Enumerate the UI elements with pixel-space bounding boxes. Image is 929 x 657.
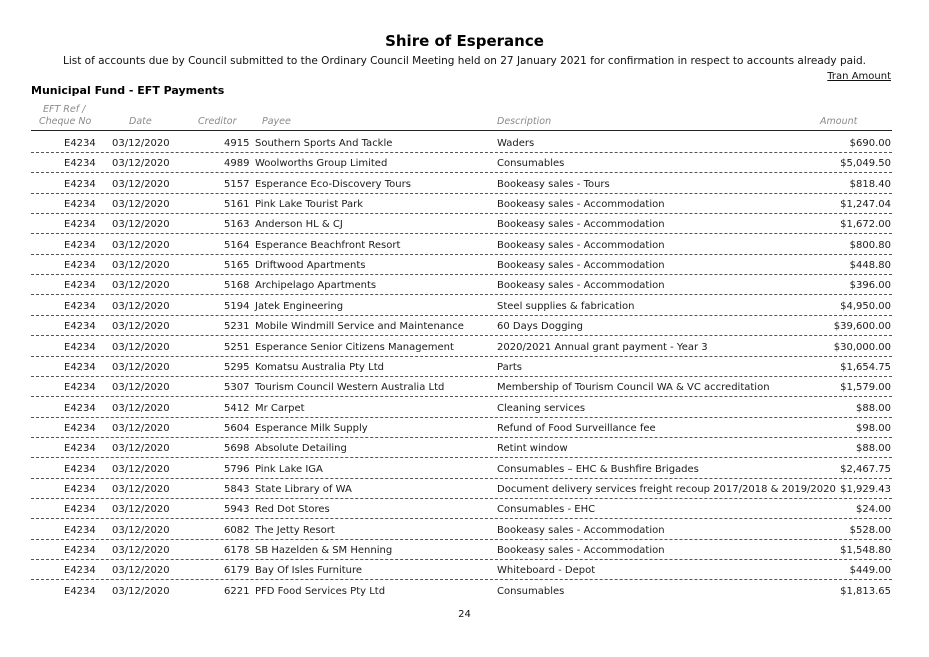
cell-creditor: 5412 xyxy=(224,402,250,414)
cell-description: Bookeasy sales - Accommodation xyxy=(497,239,665,251)
cell-description: Bookeasy sales - Accommodation xyxy=(497,545,665,556)
table-row xyxy=(31,255,892,275)
column-header-creditor: Creditor xyxy=(198,116,237,127)
cell-amount: $1,548.80 xyxy=(840,545,891,556)
cell-description: Parts xyxy=(497,361,522,373)
cell-date: 03/12/2020 xyxy=(112,239,170,251)
table-row xyxy=(31,479,892,499)
cell-payee: Southern Sports And Tackle xyxy=(255,138,393,149)
cell-payee: Mr Carpet xyxy=(255,402,305,414)
cell-date: 03/12/2020 xyxy=(112,524,170,536)
cell-ref: E4234 xyxy=(64,341,96,353)
table-row xyxy=(31,296,892,316)
cell-ref: E4234 xyxy=(64,504,96,516)
cell-amount: $1,929.43 xyxy=(840,483,891,495)
cell-date: 03/12/2020 xyxy=(112,138,170,149)
cell-amount: $24.00 xyxy=(856,504,891,516)
column-header-date: Date xyxy=(129,116,152,127)
cell-date: 03/12/2020 xyxy=(112,443,170,455)
cell-payee: Jatek Engineering xyxy=(255,300,344,312)
cell-amount: $449.00 xyxy=(849,565,891,577)
cell-amount: $818.40 xyxy=(849,178,891,190)
cell-ref: E4234 xyxy=(64,524,96,536)
cell-payee: Pink Lake Tourist Park xyxy=(255,199,364,211)
table-row xyxy=(31,438,892,458)
column-header-ref-line1: EFT Ref / xyxy=(43,104,86,115)
table-row xyxy=(31,540,892,560)
cell-ref: E4234 xyxy=(64,565,96,577)
section-title: Municipal Fund - EFT Payments xyxy=(31,84,225,97)
cell-date: 03/12/2020 xyxy=(112,463,170,475)
cell-description: Bookeasy sales - Accommodation xyxy=(497,219,665,231)
table-row xyxy=(31,357,892,377)
cell-creditor: 5163 xyxy=(224,219,250,231)
cell-date: 03/12/2020 xyxy=(112,321,170,333)
column-header-ref-line2: Cheque No xyxy=(39,116,92,127)
cell-description: Whiteboard - Depot xyxy=(497,565,596,577)
cell-date: 03/12/2020 xyxy=(112,361,170,373)
cell-payee: Mobile Windmill Service and Maintenance xyxy=(255,321,464,333)
cell-payee: Anderson HL & CJ xyxy=(255,219,343,231)
cell-amount: $4,950.00 xyxy=(840,300,891,312)
cell-ref: E4234 xyxy=(64,545,96,556)
column-header-description: Description xyxy=(497,116,552,127)
cell-date: 03/12/2020 xyxy=(112,199,170,211)
cell-amount: $2,467.75 xyxy=(840,463,891,475)
page-title: Shire of Esperance xyxy=(385,32,544,50)
table-row xyxy=(31,174,892,194)
cell-ref: E4234 xyxy=(64,382,96,394)
cell-description: Retint window xyxy=(497,443,568,455)
cell-amount: $98.00 xyxy=(856,422,891,434)
cell-description: Bookeasy sales - Accommodation xyxy=(497,199,665,211)
cell-amount: $88.00 xyxy=(856,443,891,455)
cell-amount: $528.00 xyxy=(849,524,891,536)
cell-description: Consumables - EHC xyxy=(497,504,596,516)
table-row xyxy=(31,153,892,173)
cell-date: 03/12/2020 xyxy=(112,382,170,394)
cell-creditor: 5231 xyxy=(224,321,250,333)
cell-ref: E4234 xyxy=(64,260,96,272)
table-row xyxy=(31,560,892,580)
table-row xyxy=(31,275,892,295)
cell-creditor: 5943 xyxy=(224,504,250,516)
cell-creditor: 6082 xyxy=(224,524,250,536)
cell-creditor: 5168 xyxy=(224,280,250,292)
cell-ref: E4234 xyxy=(64,483,96,495)
cell-payee: Esperance Milk Supply xyxy=(255,422,368,434)
cell-description: Membership of Tourism Council WA & VC accreditation xyxy=(497,382,770,394)
table-row xyxy=(31,337,892,357)
cell-date: 03/12/2020 xyxy=(112,260,170,272)
cell-payee: SB Hazelden & SM Henning xyxy=(255,545,393,556)
column-header-payee: Payee xyxy=(262,116,291,127)
cell-creditor: 5698 xyxy=(224,443,250,455)
table-row xyxy=(31,520,892,540)
cell-description: Cleaning services xyxy=(497,402,586,414)
cell-amount: $1,813.65 xyxy=(840,585,891,597)
cell-payee: Red Dot Stores xyxy=(255,504,330,516)
cell-creditor: 5157 xyxy=(224,178,250,190)
cell-ref: E4234 xyxy=(64,219,96,231)
cell-date: 03/12/2020 xyxy=(112,341,170,353)
cell-creditor: 5604 xyxy=(224,422,250,434)
cell-date: 03/12/2020 xyxy=(112,402,170,414)
cell-ref: E4234 xyxy=(64,361,96,373)
cell-ref: E4234 xyxy=(64,239,96,251)
cell-date: 03/12/2020 xyxy=(112,504,170,516)
cell-creditor: 5307 xyxy=(224,382,250,394)
cell-description: Refund of Food Surveillance fee xyxy=(497,422,656,434)
cell-creditor: 5161 xyxy=(224,199,250,211)
cell-date: 03/12/2020 xyxy=(112,158,170,170)
cell-creditor: 5164 xyxy=(224,239,250,251)
cell-amount: $800.80 xyxy=(849,239,891,251)
cell-description: Waders xyxy=(497,138,535,149)
cell-description: Bookeasy sales - Accommodation xyxy=(497,260,665,272)
cell-description: Consumables xyxy=(497,158,565,170)
table-row xyxy=(31,214,892,234)
cell-payee: Driftwood Apartments xyxy=(255,260,366,272)
cell-creditor: 5194 xyxy=(224,300,250,312)
table-row xyxy=(31,418,892,438)
header-divider xyxy=(31,130,892,131)
cell-amount: $1,654.75 xyxy=(840,361,891,373)
cell-amount: $690.00 xyxy=(849,138,891,149)
page-subtitle: List of accounts due by Council submitted to the Ordinary Council Meeting held on 27 January 2021 for confirmation in respect to accounts already paid. xyxy=(62,55,867,67)
cell-ref: E4234 xyxy=(64,280,96,292)
table-row xyxy=(31,133,892,153)
column-header-amount: Amount xyxy=(820,116,858,127)
cell-date: 03/12/2020 xyxy=(112,300,170,312)
table-row xyxy=(31,459,892,479)
cell-description: Consumables xyxy=(497,585,565,597)
table-row xyxy=(31,316,892,336)
cell-payee: The Jetty Resort xyxy=(255,524,335,536)
cell-creditor: 5251 xyxy=(224,341,250,353)
cell-creditor: 4989 xyxy=(224,158,250,170)
cell-ref: E4234 xyxy=(64,178,96,190)
cell-date: 03/12/2020 xyxy=(112,280,170,292)
cell-payee: Pink Lake IGA xyxy=(255,463,323,475)
cell-creditor: 6221 xyxy=(224,585,250,597)
cell-creditor: 6178 xyxy=(224,545,250,556)
cell-description: Steel supplies & fabrication xyxy=(497,300,635,312)
cell-amount: $39,600.00 xyxy=(833,321,891,333)
table-row xyxy=(31,581,892,601)
cell-description: Consumables – EHC & Bushfire Brigades xyxy=(497,463,699,475)
cell-creditor: 6179 xyxy=(224,565,250,577)
cell-ref: E4234 xyxy=(64,199,96,211)
cell-amount: $1,247.04 xyxy=(840,199,891,211)
cell-date: 03/12/2020 xyxy=(112,483,170,495)
cell-description: Document delivery services freight recoup 2017/2018 & 2019/2020 xyxy=(497,483,836,495)
cell-payee: State Library of WA xyxy=(255,483,352,495)
cell-ref: E4234 xyxy=(64,300,96,312)
cell-description: Bookeasy sales - Accommodation xyxy=(497,280,665,292)
cell-ref: E4234 xyxy=(64,321,96,333)
cell-ref: E4234 xyxy=(64,138,96,149)
cell-description: Bookeasy sales - Tours xyxy=(497,178,610,190)
cell-amount: $1,672.00 xyxy=(840,219,891,231)
cell-ref: E4234 xyxy=(64,402,96,414)
cell-payee: Woolworths Group Limited xyxy=(255,158,388,170)
table-row xyxy=(31,499,892,519)
cell-description: 60 Days Dogging xyxy=(497,321,584,333)
cell-ref: E4234 xyxy=(64,463,96,475)
table-row xyxy=(31,194,892,214)
cell-date: 03/12/2020 xyxy=(112,178,170,190)
cell-creditor: 5843 xyxy=(224,483,250,495)
cell-amount: $88.00 xyxy=(856,402,891,414)
cell-ref: E4234 xyxy=(64,422,96,434)
cell-amount: $1,579.00 xyxy=(840,382,891,394)
cell-creditor: 5165 xyxy=(224,260,250,272)
cell-amount: $30,000.00 xyxy=(833,341,891,353)
cell-payee: PFD Food Services Pty Ltd xyxy=(255,585,386,597)
cell-ref: E4234 xyxy=(64,443,96,455)
cell-amount: $396.00 xyxy=(849,280,891,292)
cell-ref: E4234 xyxy=(64,158,96,170)
table-row xyxy=(31,235,892,255)
cell-payee: Komatsu Australia Pty Ltd xyxy=(255,361,384,373)
cell-payee: Absolute Detailing xyxy=(255,443,347,455)
cell-creditor: 5796 xyxy=(224,463,250,475)
cell-payee: Archipelago Apartments xyxy=(255,280,377,292)
page-number: 24 xyxy=(458,609,471,620)
tran-amount-label: Tran Amount xyxy=(827,71,891,82)
table-row xyxy=(31,398,892,418)
table-row xyxy=(31,377,892,397)
cell-description: 2020/2021 Annual grant payment - Year 3 xyxy=(497,341,708,353)
cell-date: 03/12/2020 xyxy=(112,422,170,434)
cell-payee: Bay Of Isles Furniture xyxy=(255,565,363,577)
cell-amount: $448.80 xyxy=(849,260,891,272)
cell-date: 03/12/2020 xyxy=(112,585,170,597)
cell-date: 03/12/2020 xyxy=(112,565,170,577)
cell-payee: Tourism Council Western Australia Ltd xyxy=(255,382,445,394)
cell-payee: Esperance Eco-Discovery Tours xyxy=(255,178,411,190)
cell-amount: $5,049.50 xyxy=(840,158,891,170)
cell-payee: Esperance Beachfront Resort xyxy=(255,239,401,251)
cell-date: 03/12/2020 xyxy=(112,545,170,556)
cell-ref: E4234 xyxy=(64,585,96,597)
cell-description: Bookeasy sales - Accommodation xyxy=(497,524,665,536)
cell-payee: Esperance Senior Citizens Management xyxy=(255,341,454,353)
cell-creditor: 5295 xyxy=(224,361,250,373)
cell-date: 03/12/2020 xyxy=(112,219,170,231)
cell-creditor: 4915 xyxy=(224,138,250,149)
